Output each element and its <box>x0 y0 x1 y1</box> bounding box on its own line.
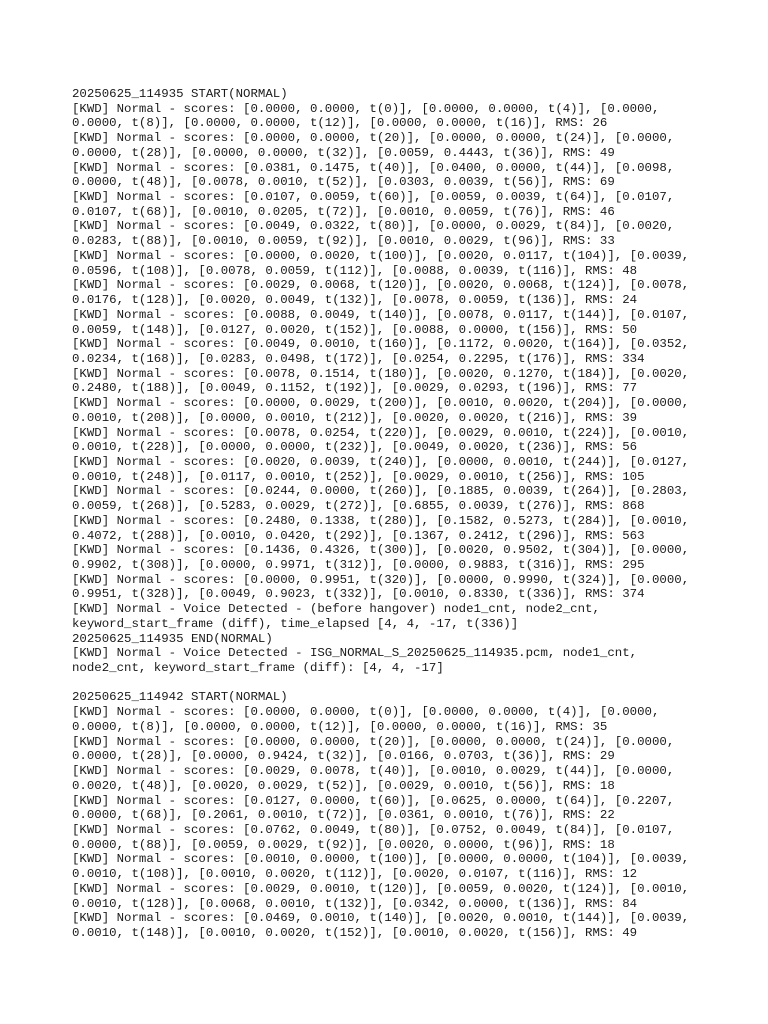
log-line: 0.0000, t(8)], [0.0000, 0.0000, t(12)], [0.0000, 0.0000, t(16)], RMS: 35 <box>72 719 608 734</box>
log-line: [KWD] Normal - scores: [0.0107, 0.0059, t(60)], [0.0059, 0.0039, t(64)], [0.0107, <box>72 190 675 205</box>
log-line: 0.0059, t(148)], [0.0127, 0.0020, t(152)], [0.0088, 0.0000, t(156)], RMS: 50 <box>72 322 638 337</box>
log-line: [KWD] Normal - scores: [0.0000, 0.0000, t(0)], [0.0000, 0.0000, t(4)], [0.0000, <box>72 101 660 116</box>
log-line: [KWD] Normal - scores: [0.2480, 0.1338, t(280)], [0.1582, 0.5273, t(284)], [0.0010, <box>72 513 690 528</box>
log-line: [KWD] Normal - scores: [0.0000, 0.0000, t(20)], [0.0000, 0.0000, t(24)], [0.0000, <box>72 734 675 749</box>
log-line: 0.0000, t(28)], [0.0000, 0.9424, t(32)], [0.0166, 0.0703, t(36)], RMS: 29 <box>72 749 615 764</box>
log-line: [KWD] Normal - scores: [0.0010, 0.0000, t(100)], [0.0000, 0.0000, t(104)], [0.0039, <box>72 852 690 867</box>
log-line: 0.0010, t(208)], [0.0000, 0.0010, t(212)], [0.0020, 0.0020, t(216)], RMS: 39 <box>72 410 638 425</box>
log-line: 0.0000, t(8)], [0.0000, 0.0000, t(12)], [0.0000, 0.0000, t(16)], RMS: 26 <box>72 116 608 131</box>
log-line: [KWD] Normal - scores: [0.0029, 0.0068, t(120)], [0.0020, 0.0068, t(124)], [0.0078, <box>72 278 690 293</box>
log-line: [KWD] Normal - scores: [0.0381, 0.1475, t(40)], [0.0400, 0.0000, t(44)], [0.0098, <box>72 160 675 175</box>
log-line: [KWD] Normal - scores: [0.0000, 0.0000, t(20)], [0.0000, 0.0000, t(24)], [0.0000, <box>72 131 675 146</box>
log-line: 0.0020, t(48)], [0.0020, 0.0029, t(52)], [0.0029, 0.0010, t(56)], RMS: 18 <box>72 778 615 793</box>
log-line: [KWD] Normal - scores: [0.0049, 0.0322, t(80)], [0.0000, 0.0029, t(84)], [0.0020, <box>72 219 675 234</box>
log-line: node2_cnt, keyword_start_frame (diff): [4, 4, -17] <box>72 661 444 676</box>
log-line: [KWD] Normal - scores: [0.0762, 0.0049, t(80)], [0.0752, 0.0049, t(84)], [0.0107, <box>72 822 675 837</box>
log-line: 20250625_114942 START(NORMAL) <box>72 690 288 705</box>
log-line: [KWD] Normal - Voice Detected - (before hangover) node1_cnt, node2_cnt, <box>72 602 600 617</box>
log-line: [KWD] Normal - scores: [0.0000, 0.0000, t(0)], [0.0000, 0.0000, t(4)], [0.0000, <box>72 705 660 720</box>
log-line: 0.0000, t(88)], [0.0059, 0.0029, t(92)], [0.0020, 0.0000, t(96)], RMS: 18 <box>72 837 615 852</box>
log-line: 20250625_114935 START(NORMAL) <box>72 87 288 101</box>
log-line: [KWD] Normal - scores: [0.0049, 0.0010, t(160)], [0.1172, 0.0020, t(164)], [0.0352, <box>72 337 690 352</box>
log-line: [KWD] Normal - scores: [0.0088, 0.0049, t(140)], [0.0078, 0.0117, t(144)], [0.0107, <box>72 307 690 322</box>
log-line: [KWD] Normal - scores: [0.0127, 0.0000, t(60)], [0.0625, 0.0000, t(64)], [0.2207, <box>72 793 675 808</box>
log-line: 0.0000, t(48)], [0.0078, 0.0010, t(52)], [0.0303, 0.0039, t(56)], RMS: 69 <box>72 175 615 190</box>
log-line: 0.0000, t(68)], [0.2061, 0.0010, t(72)], [0.0361, 0.0010, t(76)], RMS: 22 <box>72 808 615 823</box>
log-document <box>72 87 752 941</box>
log-line: [KWD] Normal - scores: [0.0000, 0.0020, t(100)], [0.0020, 0.0117, t(104)], [0.0039, <box>72 248 690 263</box>
log-line: 20250625_114935 END(NORMAL) <box>72 631 273 646</box>
log-line: [KWD] Normal - scores: [0.1436, 0.4326, t(300)], [0.0020, 0.9502, t(304)], [0.0000, <box>72 543 690 558</box>
log-line: [KWD] Normal - scores: [0.0469, 0.0010, t(140)], [0.0020, 0.0010, t(144)], [0.0039, <box>72 911 690 926</box>
log-line: 0.0010, t(248)], [0.0117, 0.0010, t(252)], [0.0029, 0.0010, t(256)], RMS: 105 <box>72 469 645 484</box>
log-line: 0.0283, t(88)], [0.0010, 0.0059, t(92)], [0.0010, 0.0029, t(96)], RMS: 33 <box>72 234 615 249</box>
log-line: [KWD] Normal - scores: [0.0020, 0.0039, t(240)], [0.0000, 0.0010, t(244)], [0.0127, <box>72 454 690 469</box>
log-line: [KWD] Normal - scores: [0.0029, 0.0078, t(40)], [0.0010, 0.0029, t(44)], [0.0000, <box>72 764 675 779</box>
log-line: 0.0010, t(228)], [0.0000, 0.0000, t(232)], [0.0049, 0.0020, t(236)], RMS: 56 <box>72 440 638 455</box>
log-line: [KWD] Normal - Voice Detected - ISG_NORMAL_S_20250625_114935.pcm, node1_cnt, <box>72 646 638 661</box>
log-line: 0.0059, t(268)], [0.5283, 0.0029, t(272)], [0.6855, 0.0039, t(276)], RMS: 868 <box>72 499 645 514</box>
log-line: 0.0010, t(108)], [0.0010, 0.0020, t(112)], [0.0020, 0.0107, t(116)], RMS: 12 <box>72 867 638 882</box>
log-line: 0.0010, t(148)], [0.0010, 0.0020, t(152)], [0.0010, 0.0020, t(156)], RMS: 49 <box>72 925 638 940</box>
log-line: 0.0234, t(168)], [0.0283, 0.0498, t(172)], [0.0254, 0.2295, t(176)], RMS: 334 <box>72 351 645 366</box>
log-line: 0.0107, t(68)], [0.0010, 0.0205, t(72)], [0.0010, 0.0059, t(76)], RMS: 46 <box>72 204 615 219</box>
log-line: [KWD] Normal - scores: [0.0000, 0.0029, t(200)], [0.0010, 0.0020, t(204)], [0.0000, <box>72 396 690 411</box>
log-line: 0.2480, t(188)], [0.0049, 0.1152, t(192)], [0.0029, 0.0293, t(196)], RMS: 77 <box>72 381 638 396</box>
log-line: keyword_start_frame (diff), time_elapsed [4, 4, -17, t(336)] <box>72 616 519 631</box>
log-line: [KWD] Normal - scores: [0.0244, 0.0000, t(260)], [0.1885, 0.0039, t(264)], [0.2803, <box>72 484 690 499</box>
log-line: 0.0596, t(108)], [0.0078, 0.0059, t(112)], [0.0088, 0.0039, t(116)], RMS: 48 <box>72 263 638 278</box>
log-line: 0.0000, t(28)], [0.0000, 0.0000, t(32)], [0.0059, 0.4443, t(36)], RMS: 49 <box>72 145 615 160</box>
log-line: 0.0010, t(128)], [0.0068, 0.0010, t(132)], [0.0342, 0.0000, t(136)], RMS: 84 <box>72 896 638 911</box>
log-line: [KWD] Normal - scores: [0.0078, 0.0254, t(220)], [0.0029, 0.0010, t(224)], [0.0010, <box>72 425 690 440</box>
log-line: 0.4072, t(288)], [0.0010, 0.0420, t(292)], [0.1367, 0.2412, t(296)], RMS: 563 <box>72 528 645 543</box>
log-line: [KWD] Normal - scores: [0.0029, 0.0010, t(120)], [0.0059, 0.0020, t(124)], [0.0010, <box>72 881 690 896</box>
log-line <box>72 676 752 691</box>
log-line: 0.0176, t(128)], [0.0020, 0.0049, t(132)], [0.0078, 0.0059, t(136)], RMS: 24 <box>72 293 638 308</box>
log-line: 0.9902, t(308)], [0.0000, 0.9971, t(312)], [0.0000, 0.9883, t(316)], RMS: 295 <box>72 558 645 572</box>
log-line: 0.9951, t(328)], [0.0049, 0.9023, t(332)], [0.0010, 0.8330, t(336)], RMS: 374 <box>72 587 645 602</box>
log-line: [KWD] Normal - scores: [0.0000, 0.9951, t(320)], [0.0000, 0.9990, t(324)], [0.0000, <box>72 572 690 587</box>
log-line: [KWD] Normal - scores: [0.0078, 0.1514, t(180)], [0.0020, 0.1270, t(184)], [0.0020, <box>72 366 690 381</box>
